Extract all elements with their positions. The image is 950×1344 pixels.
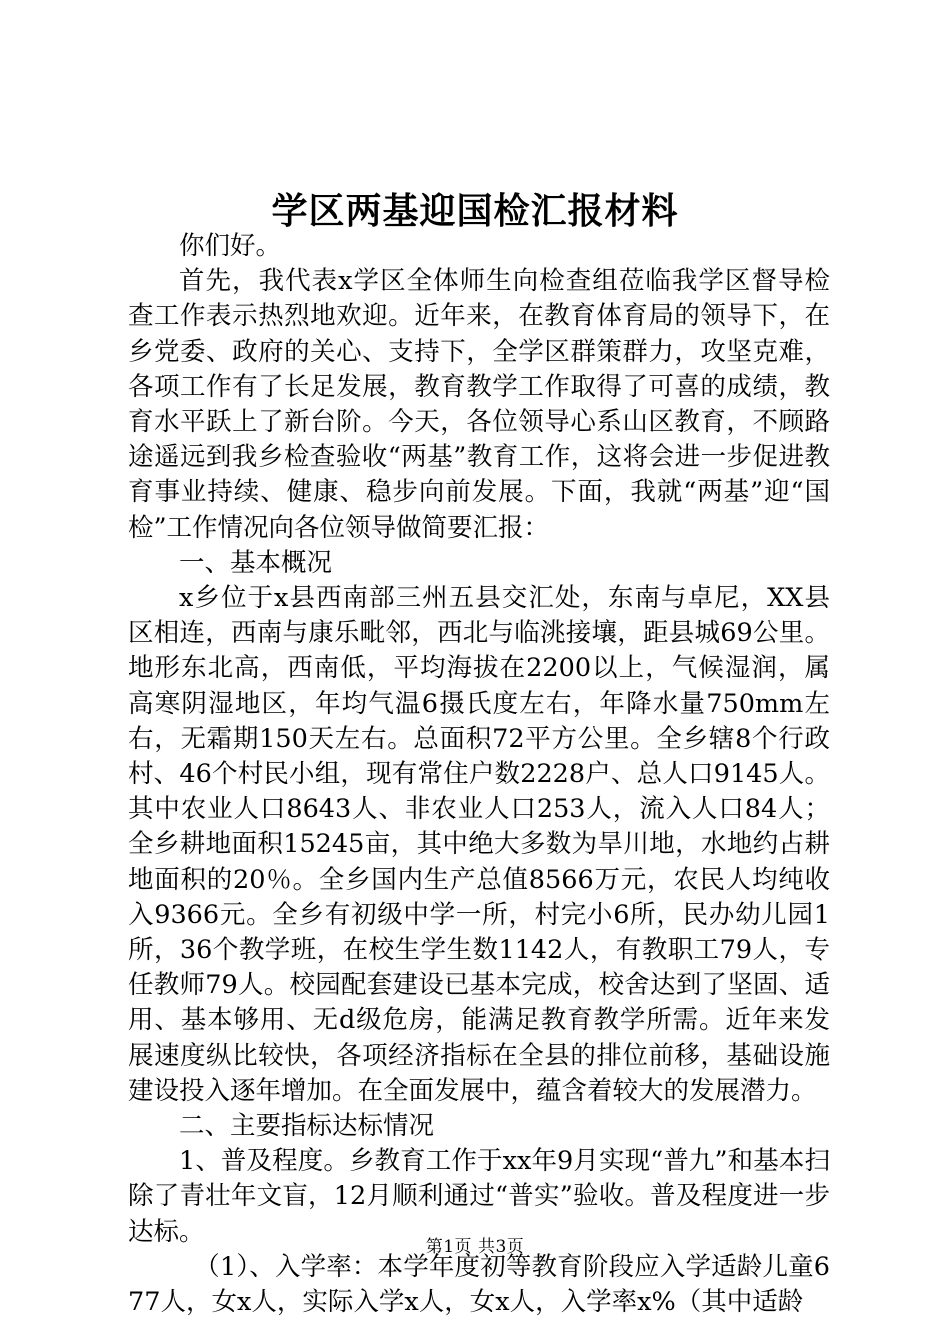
section-heading-basic-overview: 一、基本概况 xyxy=(179,547,333,578)
section-heading-main-indicators: 二、主要指标达标情况 xyxy=(179,1111,435,1142)
paragraph-enrollment-rate: （1）、入学率：本学年度初等教育阶段应入学适龄儿童677人，女x人，实际入学x人，女x人，入学率x%（其中适龄 xyxy=(128,1251,830,1318)
paragraph-basic-overview: x乡位于x县西南部三州五县交汇处，东南与卓尼，XX县区相连，西南与康乐毗邻，西北与临洮接壤，距县城69公里。地形东北高，西南低，平均海拔在2200以上，气候湿润，属高寒阴湿地区，年均气温6摄氏度左右，年降水量750mm左右，无霜期150天左右。总面积72平方公里。全乡辖8个行政村、46个村民小组，现有常住户数2228户、总人口9145人。其中农业人口8643人、非农业人口253人，流入人口84人；全乡耕地面积15245亩，其中绝大多数为旱川地，水地约占耕地面积的20％。全乡国内生产总值8566万元，农民人均纯收入9366元。全乡有初级中学一所，村完小6所，民办幼儿园1所，36个教学班，在校生学生数1142人，有教职工79人，专任教师79人。校园配套建设已基本完成，校舍达到了坚固、适用、基本够用、无d级危房，能满足教育教学所需。近年来发展速度纵比较快，各项经济指标在全县的排位前移，基础设施建设投入逐年增加。在全面发展中，蕴含着较大的发展潜力。 xyxy=(128,583,830,1106)
document-title: 学区两基迎国检汇报材料 xyxy=(271,190,679,232)
page-footer: 第1页 共3页 xyxy=(425,1237,525,1257)
document-body xyxy=(128,229,830,1320)
paragraph-introduction: 首先，我代表x学区全体师生向检查组莅临我学区督导检查工作表示热烈地欢迎。近年来，在教育体育局的领导下，在乡党委、政府的关心、支持下，全学区群策群力，攻坚克难，各项工作有了长足发展，教育教学工作取得了可喜的成绩，教育水平跃上了新台阶。今天，各位领导心系山区教育，不顾路途遥远到我乡检查验收“两基”教育工作，这将会进一步促进教育事业持续、健康、稳步向前发展。下面，我就“两基”迎“国检”工作情况向各位领导做简要汇报： xyxy=(128,266,830,543)
paragraph-greeting: 你们好。 xyxy=(179,231,282,261)
paragraph-popularization: 1、普及程度。乡教育工作于xx年9月实现“普九”和基本扫除了青壮年文盲，12月顺利通过“普实”验收。普及程度进一步达标。 xyxy=(128,1146,830,1247)
